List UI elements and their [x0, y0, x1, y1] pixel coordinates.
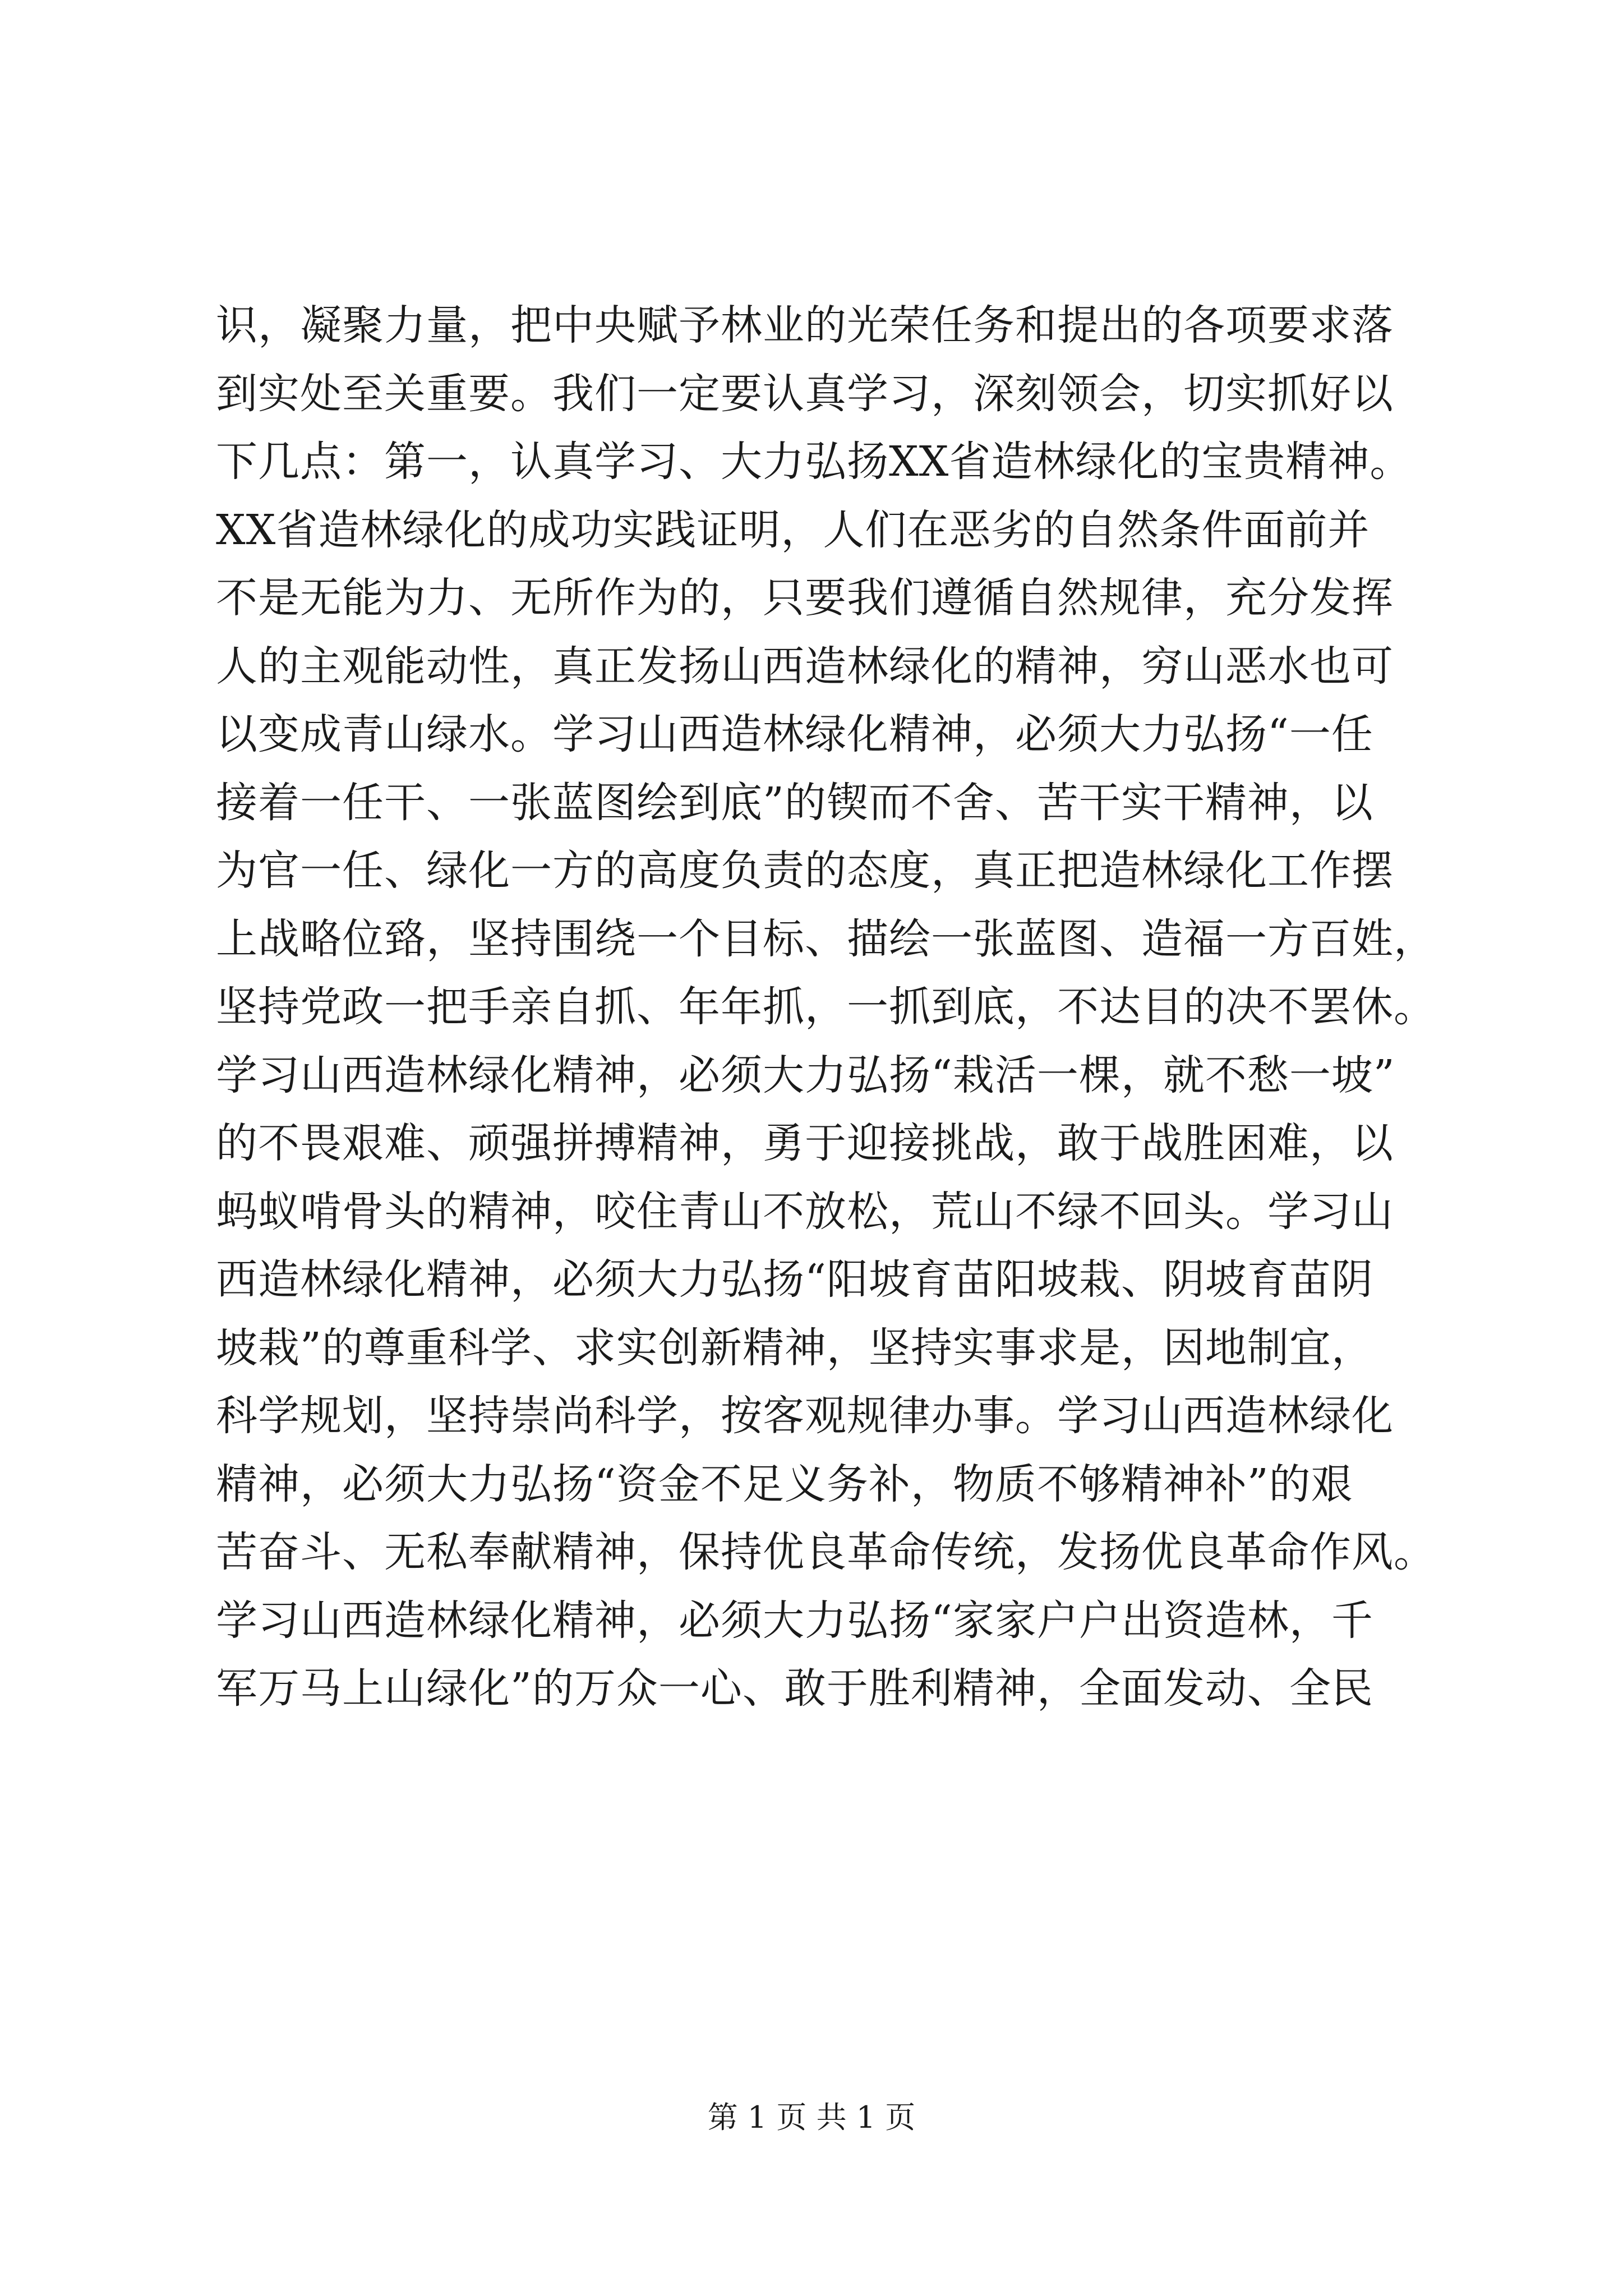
body-text — [216, 292, 1436, 1723]
page-footer — [0, 2095, 1623, 2140]
text-line: 科学规划，坚持崇尚科学，按客观规律办事。学习山西造林绿化 — [216, 1392, 1394, 1440]
text-line: XX省造林绿化的成功实践证明，人们在恶劣的自然条件面前并 — [216, 505, 1370, 554]
text-line: 识，凝聚力量，把中央赋予林业的光荣任务和提出的各项要求落 — [216, 301, 1394, 349]
page-number-label: 第 1 页 共 1 页 — [707, 2100, 916, 2135]
text-line: 精神，必须大力弘扬“资金不足义务补，物质不够精神补”的艰 — [216, 1460, 1353, 1508]
text-line: 不是无能为力、无所作为的，只要我们遵循自然规律，充分发挥 — [216, 574, 1394, 622]
text-line: 军万马上山绿化”的万众一心、敢于胜利精神，全面发动、全民 — [216, 1664, 1373, 1713]
text-line: 下几点：第一，认真学习、大力弘扬XX省造林绿化的宝贵精神。 — [216, 438, 1412, 486]
text-line: 接着一任干、一张蓝图绘到底”的锲而不舍、苦干实干精神，以 — [216, 778, 1373, 827]
text-line: 的不畏艰难、顽强拼搏精神，勇于迎接挑战，敢于战胜困难，以 — [216, 1119, 1394, 1167]
text-line: 人的主观能动性，真正发扬山西造林绿化的精神，穷山恶水也可 — [216, 642, 1394, 691]
text-line: 西造林绿化精神，必须大力弘扬“阳坡育苗阳坡栽、阴坡育苗阴 — [216, 1255, 1373, 1304]
text-line: 苦奋斗、无私奉献精神，保持优良革命传统，发扬优良革命作风。 — [216, 1528, 1436, 1576]
text-line: 坡栽”的尊重科学、求实创新精神，坚持实事求是，因地制宜， — [216, 1323, 1373, 1372]
text-line: 上战略位臵，坚持围绕一个目标、描绘一张蓝图、造福一方百姓， — [216, 914, 1436, 963]
text-line: 为官一任、绿化一方的高度负责的态度，真正把造林绿化工作摆 — [216, 846, 1394, 895]
text-line: 学习山西造林绿化精神，必须大力弘扬“栽活一棵，就不愁一坡” — [216, 1051, 1395, 1099]
text-line: 到实处至关重要。我们一定要认真学习，深刻领会，切实抓好以 — [216, 369, 1394, 418]
text-line: 以变成青山绿水。学习山西造林绿化精神，必须大力弘扬“一任 — [216, 710, 1373, 758]
text-line: 学习山西造林绿化精神，必须大力弘扬“家家户户出资造林，千 — [216, 1596, 1373, 1645]
text-line: 坚持党政一把手亲自抓、年年抓，一抓到底，不达目的决不罢休。 — [216, 983, 1436, 1031]
text-line: 蚂蚁啃骨头的精神，咬住青山不放松，荒山不绿不回头。学习山 — [216, 1187, 1394, 1236]
